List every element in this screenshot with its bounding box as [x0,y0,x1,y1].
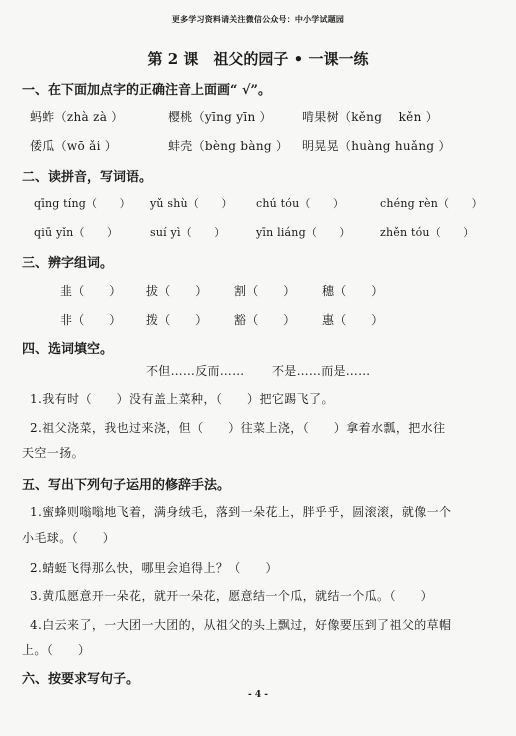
section-1-heading: 一、在下面加点字的正确注音上面画“ √”。 [22,83,272,98]
s5-question-3: 3.黄瓜愿意开一朵花，就开一朵花，愿意结一个瓜，就结一个瓜。（ ） [30,589,434,603]
section-6-heading: 六、按要求写句子。 [22,672,140,687]
s3-item-7: 豁（ ） [234,313,296,327]
s1-item-4: 倭瓜（wō ǎi ） [30,139,118,153]
s1-item-5: 蚌壳（bèng bàng ） [168,139,289,153]
section-5-heading: 五、写出下列句子运用的修辞手法。 [22,478,231,493]
s2-item-5: qiū yǐn（ ） [34,226,119,239]
section-4-heading: 四、选词填空。 [22,342,114,357]
section-2-heading: 二、读拼音，写词语。 [22,170,153,185]
s2-item-4: chéng rèn（ ） [380,197,483,210]
s3-item-3: 割（ ） [234,284,296,298]
s1-item-6: 明晃晃（huàng huǎng ） [302,139,451,153]
s4-question-1: 1.我有时（ ）没有盖上菜种，（ ）把它踢飞了。 [30,392,334,406]
s5-question-4-line-2: 上。（ ） [22,643,91,657]
header-note: 更多学习资料请关注微信公众号：中小学试题园 [171,14,345,24]
s3-item-8: 惠（ ） [322,313,384,327]
s4-option-1: 不但……反而…… [146,364,245,378]
s2-item-8: zhěn tóu（ ） [380,226,475,239]
s5-question-1-line-2: 小毛球。（ ） [22,531,116,545]
s4-question-2-line-1: 2.祖父浇菜，我也过来浇，但（ ）往菜上浇，（ ）拿着水瓢，把水往 [30,421,446,435]
s2-item-6: suí yì（ ） [150,226,226,239]
page-title: 第 2 课 祖父的园子 • 一课一练 [147,50,369,68]
s4-question-2-line-2: 天空一扬。 [22,446,85,460]
s3-item-6: 拨（ ） [146,313,208,327]
s2-item-7: yīn liáng（ ） [256,226,351,239]
s1-item-1: 蚂蚱（zhà zà ） [30,110,124,124]
s3-item-4: 穗（ ） [322,284,384,298]
s2-item-2: yǔ shù（ ） [150,197,233,210]
page-number: - 4 - [248,690,268,700]
s5-question-4-line-1: 4.白云来了，一大团一大团的，从祖父的头上飘过，好像要压到了祖父的草帽 [30,618,452,632]
s3-item-5: 非（ ） [60,313,122,327]
s2-item-1: qīng tíng（ ） [34,197,131,210]
s1-item-3: 啃果树（kěng kěn ） [302,110,439,124]
s5-question-2: 2.蜻蜓飞得那么快，哪里会追得上？（ ） [30,561,278,575]
s1-item-2: 樱桃（yīng yīn ） [168,110,272,124]
s3-item-2: 拔（ ） [146,284,208,298]
s5-question-1-line-1: 1.蜜蜂则嗡嗡地飞着，满身绒毛，落到一朵花上，胖乎乎，圆滚滚，就像一个 [30,505,452,519]
s3-item-1: 韭（ ） [60,284,122,298]
section-3-heading: 三、辨字组词。 [22,256,114,271]
s2-item-3: chú tóu（ ） [256,197,345,210]
s4-option-2: 不是……而是…… [272,364,371,378]
